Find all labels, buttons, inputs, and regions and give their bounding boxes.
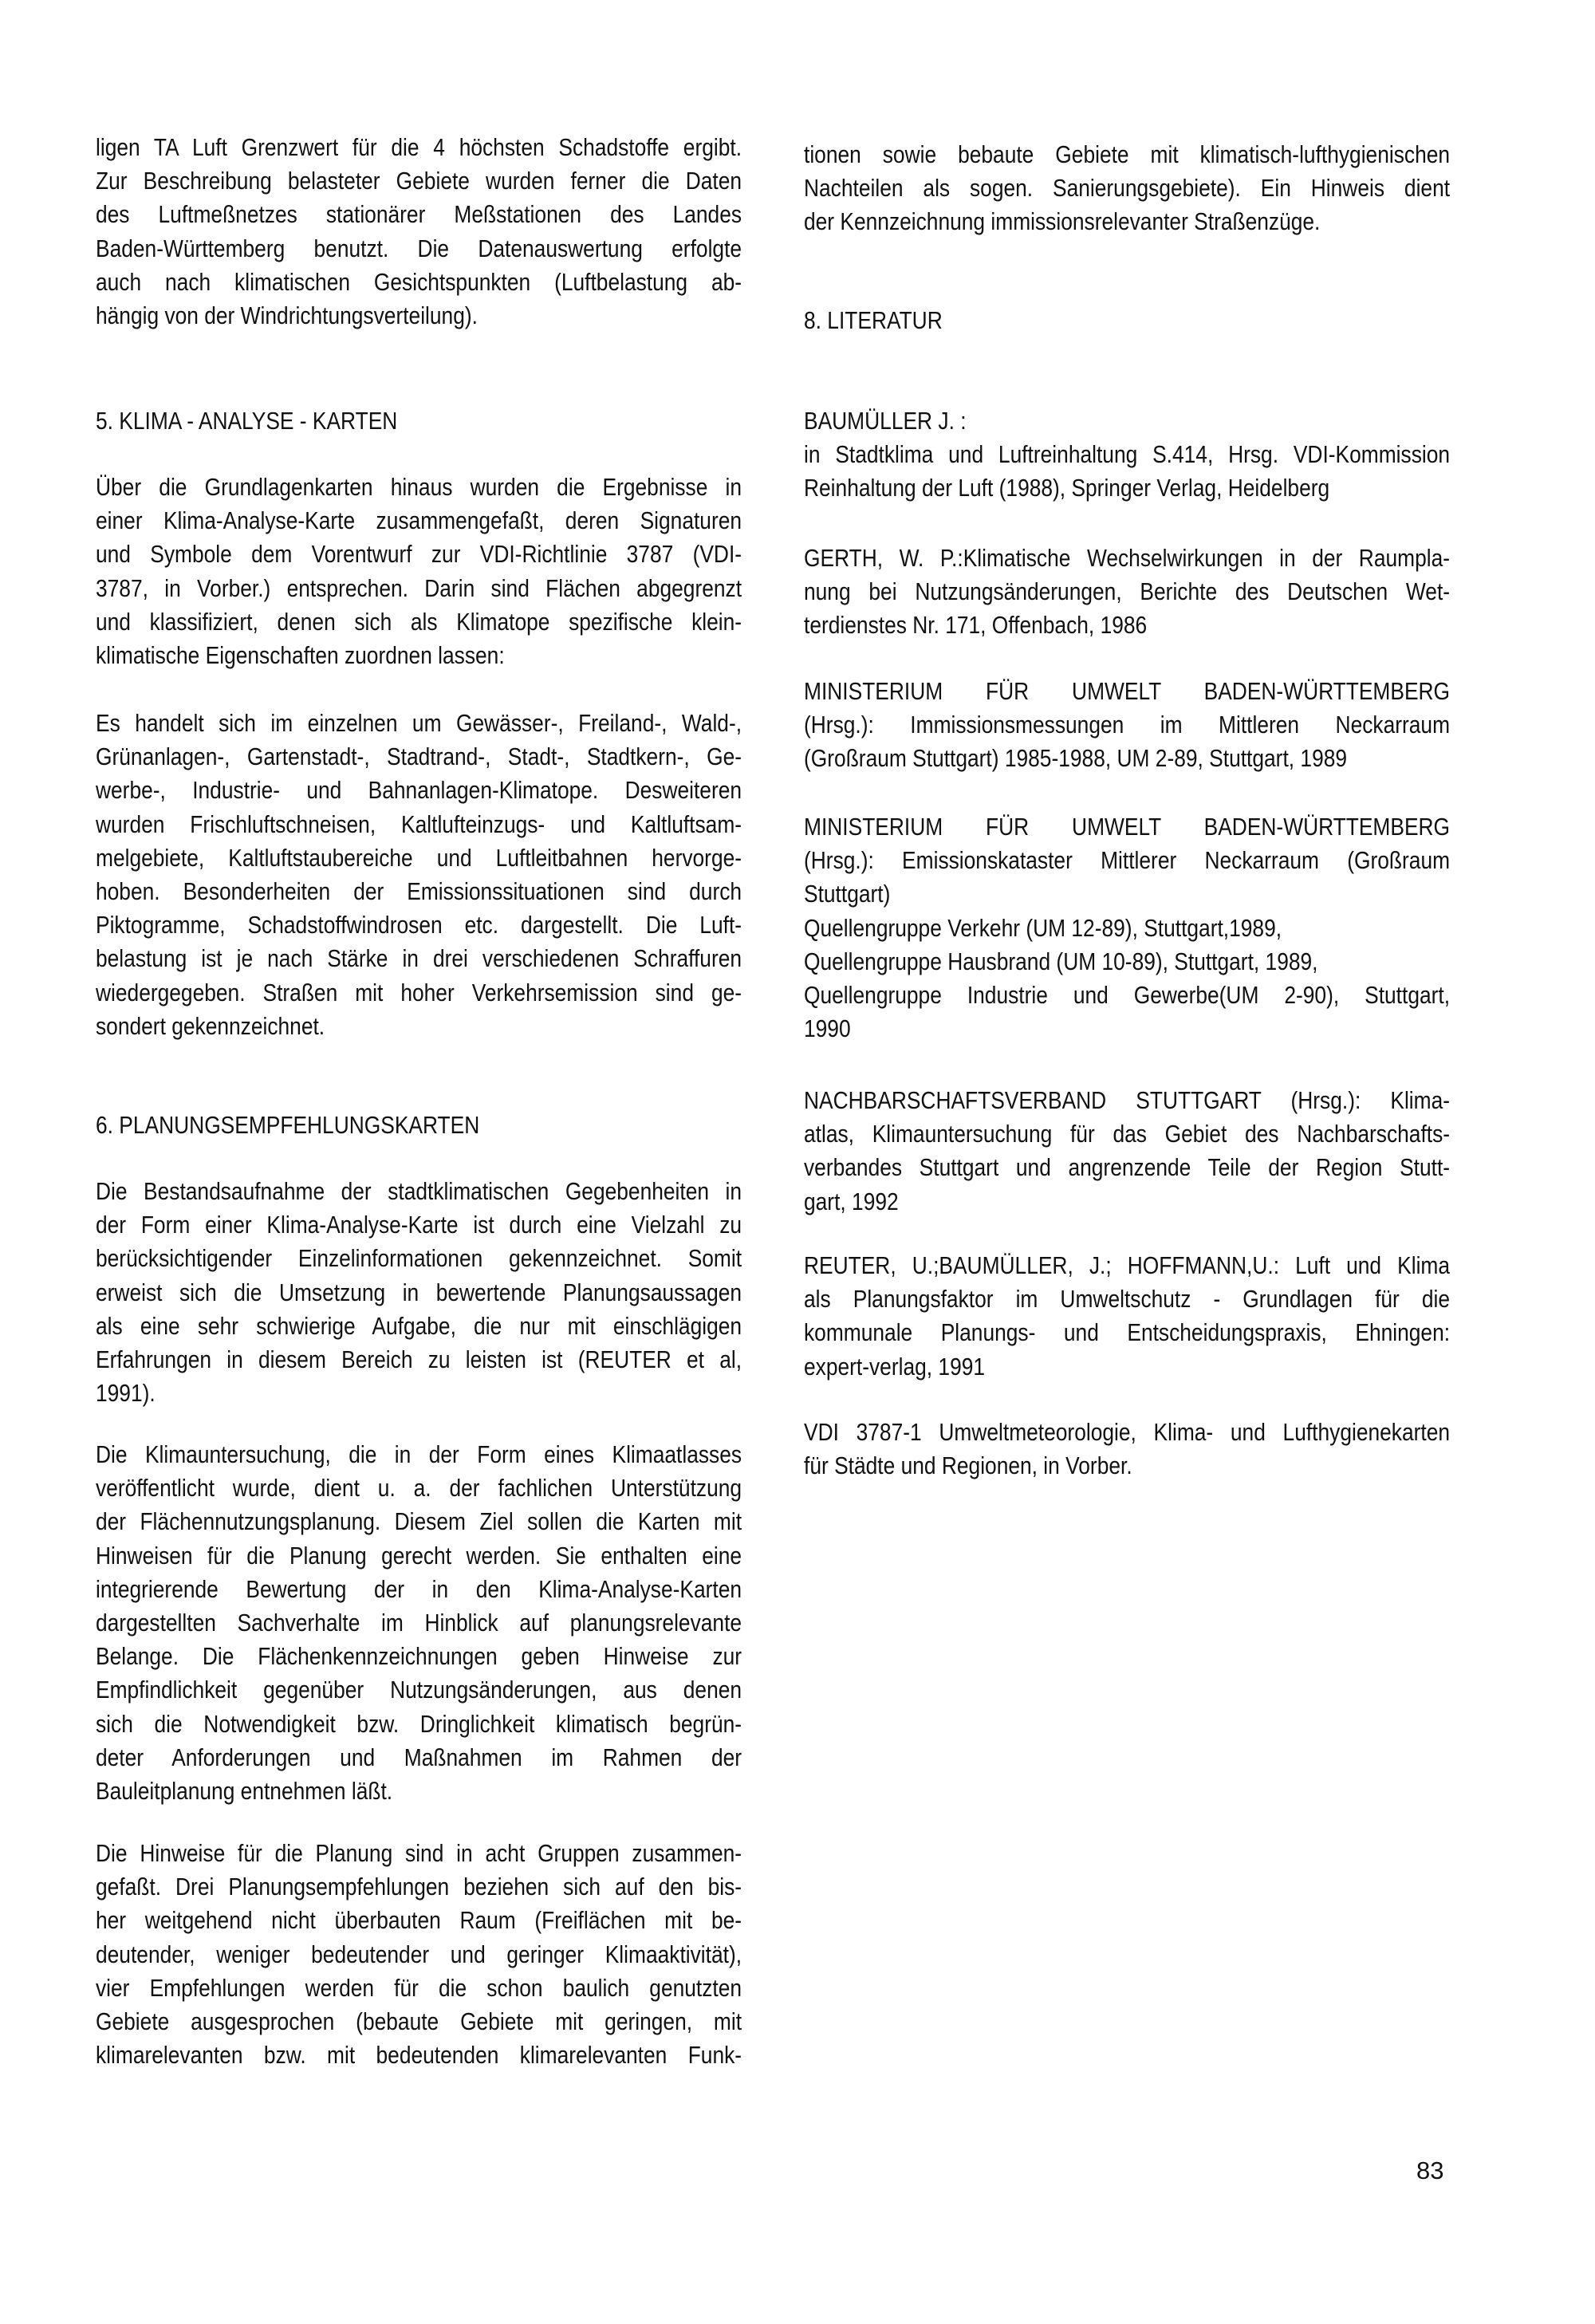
paragraph-right-continuation xyxy=(804,138,1450,239)
text-line: des Luftmeßnetzes stationärer Meßstationen des Landes xyxy=(96,200,742,229)
text-line: integrierende Bewertung der in den Klima-Analyse-Karten xyxy=(96,1574,742,1603)
text-line: Nachteilen als sogen. Sanierungsgebiete). Ein Hinweis dient xyxy=(804,174,1451,203)
text-line: der Kennzeichnung immissionsrelevanter Straßenzüge. xyxy=(804,207,1321,236)
text-line: Zur Beschreibung belasteter Gebiete wurden ferner die Daten xyxy=(96,167,742,195)
text-line: 1991). xyxy=(96,1379,156,1408)
text-line: her weitgehend nicht überbauten Raum (Freiflächen mit be- xyxy=(96,1906,742,1935)
section-heading-6 xyxy=(96,1109,742,1142)
text-line: in Stadtklima und Luftreinhaltung S.414, Hrsg. VDI-Kommission xyxy=(804,440,1451,469)
text-line: verbandes Stuttgart und angrenzende Teile der Region Stutt- xyxy=(804,1153,1451,1182)
text-line: (Großraum Stuttgart) 1985-1988, UM 2-89, Stuttgart, 1989 xyxy=(804,744,1348,773)
reference-ministerium-2 xyxy=(804,810,1450,1046)
text-line: BAUMÜLLER J. : xyxy=(804,407,967,435)
text-line: Belange. Die Flächenkennzeichnungen geben Hinweise zur xyxy=(96,1642,742,1671)
text-line: NACHBARSCHAFTSVERBAND STUTTGART (Hrsg.): Klima- xyxy=(804,1086,1451,1114)
text-line: Erfahrungen in diesem Bereich zu leisten ist (REUTER et al, xyxy=(96,1345,742,1373)
text-line: MINISTERIUM FÜR UMWELT BADEN-WÜRTTEMBERG xyxy=(804,813,1451,841)
reference-vdi xyxy=(804,1416,1450,1483)
text-line: Quellengruppe Verkehr (UM 12-89), Stuttgart,1989, xyxy=(804,913,1282,942)
text-line: vier Empfehlungen werden für die schon baulich genutzten xyxy=(96,1973,742,2002)
text-line: 5. KLIMA - ANALYSE - KARTEN xyxy=(96,407,398,435)
text-line: berücksichtigender Einzelinformationen gekennzeichnet. Somit xyxy=(96,1244,742,1273)
text-line: Die Bestandsaufnahme der stadtklimatischen Gegebenheiten in xyxy=(96,1177,742,1205)
text-line: 3787, in Vorber.) entsprechen. Darin sind Flächen abgegrenzt xyxy=(96,573,742,602)
text-line: ligen TA Luft Grenzwert für die 4 höchsten Schadstoffe ergibt. xyxy=(96,133,742,161)
text-line: (Hrsg.): Emissionskataster Mittlerer Neckarraum (Großraum xyxy=(804,846,1451,875)
text-line: Empfindlichkeit gegenüber Nutzungsänderungen, aus denen xyxy=(96,1676,742,1704)
paragraph-intro-continuation xyxy=(96,131,742,333)
text-line: Baden-Württemberg benutzt. Die Datenauswertung erfolgte xyxy=(96,234,742,262)
text-line: erweist sich die Umsetzung in bewertende Planungsaussagen xyxy=(96,1278,742,1306)
text-line: sich die Notwendigkeit bzw. Dringlichkeit klimatisch begrün- xyxy=(96,1709,742,1738)
paragraph-klimauntersuchung xyxy=(96,1438,742,1808)
paragraph-klima-analyse xyxy=(96,471,742,672)
text-line: gefaßt. Drei Planungsempfehlungen beziehen sich auf den bis- xyxy=(96,1873,742,1901)
text-line: wiedergegeben. Straßen mit hoher Verkehrsemission sind ge- xyxy=(96,978,742,1006)
text-line: Es handelt sich im einzelnen um Gewässer-, Freiland-, Wald-, xyxy=(96,709,742,737)
text-line: deutender, weniger bedeutender und geringer Klimaaktivität), xyxy=(96,1940,742,1968)
text-line: klimatische Eigenschaften zuordnen lassen: xyxy=(96,640,505,669)
text-line: einer Klima-Analyse-Karte zusammengefaßt, deren Signaturen xyxy=(96,506,742,535)
text-line: GERTH, W. P.:Klimatische Wechselwirkungen in der Raumpla- xyxy=(804,544,1451,572)
page-number: 83 xyxy=(1416,2157,1444,2184)
section-heading-5 xyxy=(96,404,742,438)
text-line: als eine sehr schwierige Aufgabe, die nur mit einschlägigen xyxy=(96,1311,742,1340)
reference-nachbarschaftsverband xyxy=(804,1084,1450,1219)
text-line: expert-verlag, 1991 xyxy=(804,1352,986,1381)
text-line: MINISTERIUM FÜR UMWELT BADEN-WÜRTTEMBERG xyxy=(804,677,1451,705)
text-line: tionen sowie bebaute Gebiete mit klimatisch-lufthygienischen xyxy=(804,140,1451,168)
reference-gerth xyxy=(804,542,1450,643)
text-line: der Form einer Klima-Analyse-Karte ist durch eine Vielzahl zu xyxy=(96,1211,742,1239)
text-line: 1990 xyxy=(804,1014,851,1043)
text-line: hängig von der Windrichtungsverteilung). xyxy=(96,301,478,329)
text-line: 8. LITERATUR xyxy=(804,306,943,334)
paragraph-klimatope xyxy=(96,707,742,1043)
text-line: veröffentlicht wurde, dient u. a. der fachlichen Unterstützung xyxy=(96,1474,742,1503)
text-line: und klassifiziert, denen sich als Klimatope spezifische klein- xyxy=(96,607,742,636)
text-line: Bauleitplanung entnehmen läßt. xyxy=(96,1776,393,1805)
reference-reuter xyxy=(804,1249,1450,1384)
text-line: dargestellten Sachverhalte im Hinblick auf planungsrelevante xyxy=(96,1608,742,1637)
text-line: 6. PLANUNGSEMPFEHLUNGSKARTEN xyxy=(96,1111,480,1139)
text-line: Quellengruppe Hausbrand (UM 10-89), Stuttgart, 1989, xyxy=(804,947,1318,975)
text-line: nung bei Nutzungsänderungen, Berichte des Deutschen Wet- xyxy=(804,577,1451,606)
text-line: Reinhaltung der Luft (1988), Springer Verlag, Heidelberg xyxy=(804,474,1330,502)
text-line: Piktogramme, Schadstoffwindrosen etc. dargestellt. Die Luft- xyxy=(96,911,742,939)
text-line: der Flächennutzungsplanung. Diesem Ziel sollen die Karten mit xyxy=(96,1507,742,1536)
text-line: gart, 1992 xyxy=(804,1187,899,1215)
reference-baumueller xyxy=(804,404,1450,506)
text-line: Grünanlagen-, Gartenstadt-, Stadtrand-, Stadt-, Stadtkern-, Ge- xyxy=(96,742,742,771)
text-line: belastung ist je nach Stärke in drei verschiedenen Schraffuren xyxy=(96,944,742,973)
text-line: VDI 3787-1 Umweltmeteorologie, Klima- und Lufthygienekarten xyxy=(804,1418,1451,1446)
text-line: für Städte und Regionen, in Vorber. xyxy=(804,1452,1132,1480)
text-line: werbe-, Industrie- und Bahnanlagen-Klimatope. Desweiteren xyxy=(96,776,742,805)
text-line: klimarelevanten bzw. mit bedeutenden klimarelevanten Funk- xyxy=(96,2041,742,2070)
text-line: Gebiete ausgesprochen (bebaute Gebiete mit geringen, mit xyxy=(96,2007,742,2035)
text-line: kommunale Planungs- und Entscheidungspraxis, Ehningen: xyxy=(804,1318,1451,1347)
text-line: atlas, Klimauntersuchung für das Gebiet des Nachbarschafts- xyxy=(804,1120,1451,1148)
reference-ministerium-1 xyxy=(804,675,1450,776)
paragraph-bestandsaufnahme xyxy=(96,1175,742,1410)
text-line: Über die Grundlagenkarten hinaus wurden die Ergebnisse in xyxy=(96,473,742,501)
text-line: sondert gekennzeichnet. xyxy=(96,1011,325,1040)
text-line: Die Klimauntersuchung, die in der Form eines Klimaatlasses xyxy=(96,1440,742,1468)
text-line: Stuttgart) xyxy=(804,880,891,908)
text-line: als Planungsfaktor im Umweltschutz - Grundlagen für die xyxy=(804,1285,1451,1314)
text-line: Quellengruppe Industrie und Gewerbe(UM 2-90), Stuttgart, xyxy=(804,980,1451,1009)
text-line: deter Anforderungen und Maßnahmen im Rahmen der xyxy=(96,1743,742,1771)
text-line: Die Hinweise für die Planung sind in acht Gruppen zusammen- xyxy=(96,1839,742,1867)
text-line: (Hrsg.): Immissionsmessungen im Mittleren Neckarraum xyxy=(804,711,1451,739)
text-line: hoben. Besonderheiten der Emissionssituationen sind durch xyxy=(96,876,742,905)
section-heading-8-literatur xyxy=(804,304,1450,337)
text-line: terdienstes Nr. 171, Offenbach, 1986 xyxy=(804,611,1148,640)
paragraph-hinweise xyxy=(96,1837,742,2072)
text-line: REUTER, U.;BAUMÜLLER, J.; HOFFMANN,U.: Luft und Klima xyxy=(804,1251,1451,1279)
text-line: auch nach klimatischen Gesichtspunkten (Luftbelastung ab- xyxy=(96,267,742,296)
text-line: und Symbole dem Vorentwurf zur VDI-Richtlinie 3787 (VDI- xyxy=(96,540,742,569)
text-line: Hinweisen für die Planung gerecht werden. Sie enthalten eine xyxy=(96,1541,742,1570)
text-line: melgebiete, Kaltluftstaubereiche und Luftleitbahnen hervorge- xyxy=(96,843,742,872)
text-line: wurden Frischluftschneisen, Kaltlufteinzugs- und Kaltluftsam- xyxy=(96,809,742,838)
